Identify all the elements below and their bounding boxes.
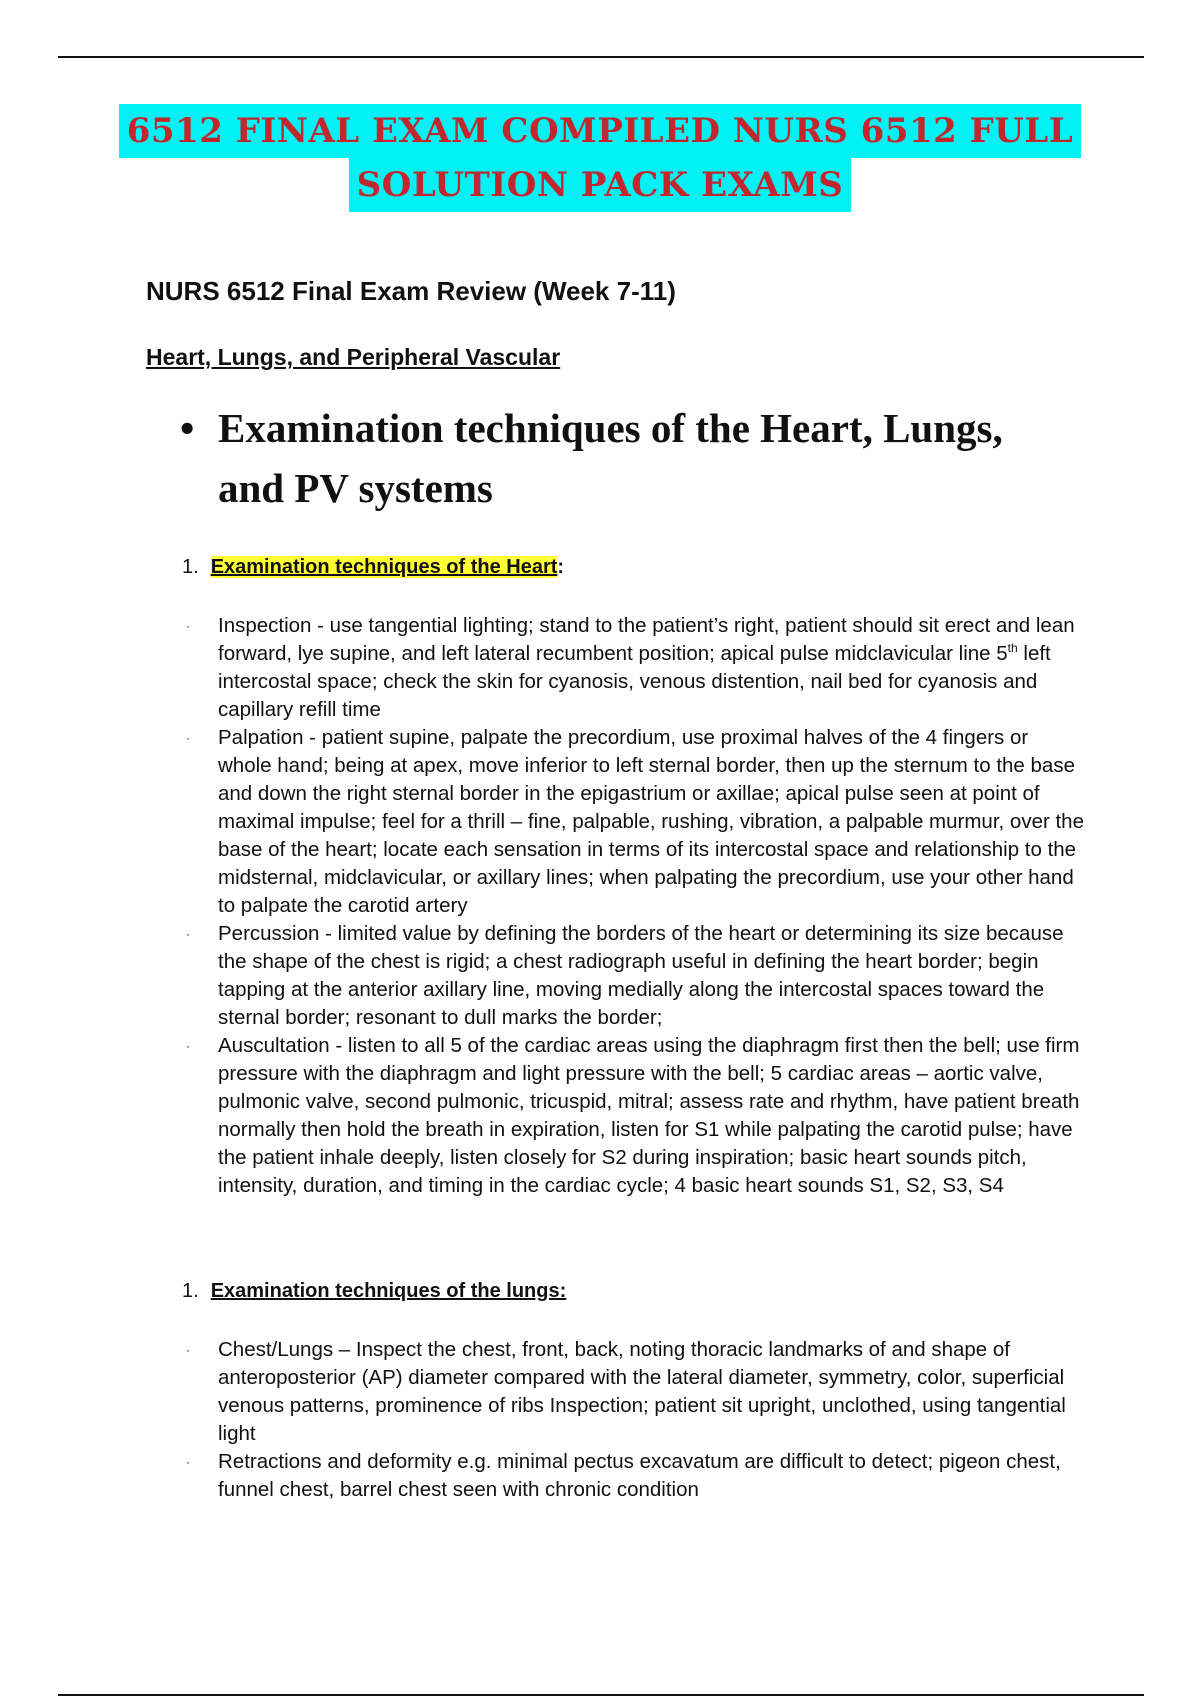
lungs-techniques-list	[186, 1336, 1086, 1504]
bottom-rule	[58, 1694, 1144, 1696]
title-line-1: 6512 FINAL EXAM COMPILED NURS 6512 FULL	[119, 104, 1082, 158]
heart-techniques-list	[186, 612, 1086, 1200]
bullet-dot-icon: •	[180, 405, 195, 451]
lungs-heading-number: 1.	[182, 1280, 199, 1302]
list-item-palpation: · Palpation - patient supine, palpate the precordium, use proximal halves of the 4 fingers or whole hand; being at apex, move inferior to left sternal border, then up the sternum to the base and down the right sternal border in the epigastrium or axillae; apical pulse seen at point of maximal impulse; feel for a thrill – fine, palpable, rushing, vibration, a palpable murmur, over the base of the heart; locate each sensation in terms of its intercostal space and relationship to the midsternal, midclavicular, or axillary lines; when palpating the precordium, use your other hand to palpate the carotid artery	[186, 726, 1084, 917]
lungs-heading-label: Examination techniques of the lungs:	[210, 1280, 567, 1302]
heart-heading-suffix: :	[557, 556, 565, 578]
top-rule	[58, 56, 1144, 58]
title-line-2: SOLUTION PACK EXAMS	[349, 158, 852, 212]
bullet-icon: ·	[186, 619, 190, 633]
list-item-percussion: · Percussion - limited value by defining the borders of the heart or determining its size because the shape of the chest is rigid; a chest radiograph useful in defining the heart border; begin tapping at the anterior axillary line, moving medially along the intercostal spaces toward the sternal border; resonant to dull marks the border;	[186, 922, 1064, 1029]
list-item-retractions: · Retractions and deformity e.g. minimal pectus excavatum are difficult to detect; pigeon chest, funnel chest, barrel chest seen with chronic condition	[186, 1450, 1061, 1501]
main-bullet-line-1: Examination techniques of the Heart, Lungs,	[218, 405, 1003, 451]
list-item-auscultation: · Auscultation - listen to all 5 of the cardiac areas using the diaphragm first then the bell; use firm pressure with the diaphragm and light pressure with the bell; 5 cardiac areas – aortic valve, pulmonic valve, second pulmonic, tricuspid, mitral; assess rate and rhythm, have patient breath normally then hold the breath in expiration, listen for S1 while palpating the carotid pulse; have the patient inhale deeply, listen closely for S2 during inspiration; basic heart sounds pitch, intensity, duration, and timing in the cardiac cycle; 4 basic heart sounds S1, S2, S3, S4	[186, 1034, 1080, 1197]
document-title	[0, 104, 1200, 212]
section-heading: Heart, Lungs, and Peripheral Vascular	[146, 344, 561, 370]
list-item-chest-lungs: · Chest/Lungs – Inspect the chest, front, back, noting thoracic landmarks of and shape of anteroposterior (AP) diameter compared with the lateral diameter, symmetry, color, superficial venous patterns, prominence of ribs Inspection; patient sit upright, unclothed, using tangential light	[186, 1338, 1066, 1445]
bullet-icon: ·	[186, 1455, 190, 1469]
bullet-icon: ·	[186, 731, 190, 745]
heart-heading-number: 1.	[182, 556, 199, 578]
main-bullet-line-2: and PV systems	[218, 465, 493, 511]
heart-heading	[182, 556, 564, 579]
lungs-heading	[182, 1280, 566, 1303]
review-heading: NURS 6512 Final Exam Review (Week 7-11)	[146, 276, 676, 306]
list-item-inspection: · Inspection - use tangential lighting; stand to the patient’s right, patient should sit erect and lean forward, lye supine, and left lateral recumbent position; apical pulse midclavicular line 5th left intercostal space; check the skin for cyanosis, venous distention, nail bed for cyanosis and capillary refill time	[186, 614, 1075, 721]
heart-heading-label: Examination techniques of the Heart	[210, 556, 558, 578]
main-bullet	[180, 398, 1100, 518]
bullet-icon: ·	[186, 1039, 190, 1053]
bullet-icon: ·	[186, 1343, 190, 1357]
bullet-icon: ·	[186, 927, 190, 941]
